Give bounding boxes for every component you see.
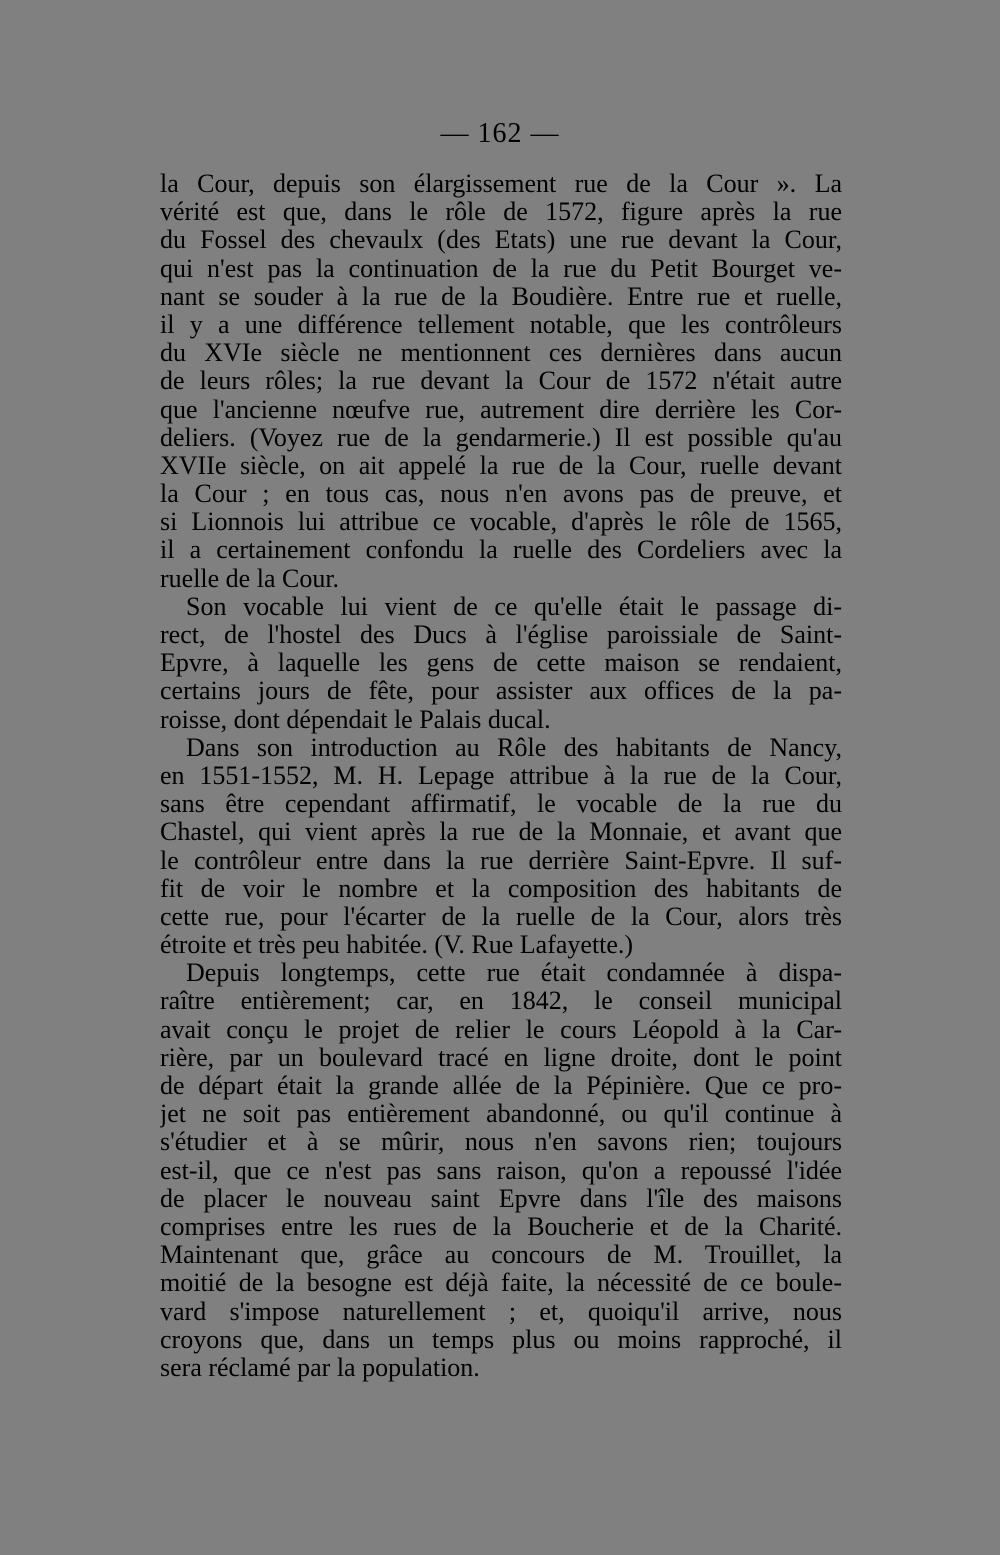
text-line: XVIIe siècle, on ait appelé la rue de la Cour, ruelle devant	[160, 451, 842, 480]
text-line: ruelle de la Cour.	[160, 564, 340, 593]
text-line: du Fossel des chevaulx (des Etats) une rue devant la Cour,	[160, 226, 842, 255]
text-line: de départ était la grande allée de la Pépinière. Que ce pro-	[160, 1072, 842, 1100]
page-number: — 162 —	[440, 118, 560, 149]
text-line: deliers. (Voyez rue de la gendarmerie.) Il est possible qu'au	[160, 423, 842, 452]
text-line: jet ne soit pas entièrement abandonné, ou qu'il continue à	[160, 1100, 842, 1129]
text-line: s'étudier et à se mûrir, nous n'en savons rien; toujours	[160, 1128, 842, 1157]
text-line: la Cour ; en tous cas, nous n'en avons pas de preuve, et	[160, 480, 842, 509]
text-line: fit de voir le nombre et la composition des habitants de	[160, 874, 842, 903]
text-line: Maintenant que, grâce au concours de M. Trouillet, la	[160, 1241, 842, 1270]
text-line: croyons que, dans un temps plus ou moins rapproché, il	[160, 1325, 842, 1354]
text-line: que l'ancienne nœufve rue, autrement dire derrière les Cor-	[160, 395, 842, 424]
text-line: moitié de la besogne est déjà faite, la nécessité de ce boule-	[160, 1269, 842, 1298]
text-line: avait conçu le projet de relier le cours Léopold à la Car-	[160, 1015, 842, 1044]
text-line: étroite et très peu habitée. (V. Rue Lafayette.)	[160, 931, 634, 960]
text-line: sera réclamé par la population.	[160, 1353, 480, 1382]
text-line: si Lionnois lui attribue ce vocable, d'après le rôle de 1565,	[160, 508, 842, 537]
text-line: de placer le nouveau saint Epvre dans l'île des maisons	[160, 1184, 842, 1213]
text-line: Depuis longtemps, cette rue était condamnée à dispa-	[186, 959, 842, 988]
text-line: du XVIe siècle ne mentionnent ces dernières dans aucun	[160, 339, 842, 368]
text-line: certains jours de fête, pour assister aux offices de la pa-	[160, 677, 842, 706]
text-line: Chastel, qui vient après la rue de la Monnaie, et avant que	[160, 818, 842, 847]
text-line: vard s'impose naturellement ; et, quoiqu'il arrive, nous	[160, 1297, 842, 1326]
text-line: nant se souder à la rue de la Boudière. Entre rue et ruelle,	[160, 282, 842, 311]
text-line: il a certainement confondu la ruelle des Cordeliers avec la	[160, 536, 842, 565]
text-line: cette rue, pour l'écarter de la ruelle de la Cour, alors très	[160, 902, 842, 931]
text-line: sans être cependant affirmatif, le vocable de la rue du	[160, 790, 842, 819]
text-line: roisse, dont dépendait le Palais ducal.	[160, 705, 551, 734]
text-line: est-il, que ce n'est pas sans raison, qu'on a repoussé l'idée	[160, 1156, 842, 1185]
text-line: il y a une différence tellement notable, que les contrôleurs	[160, 310, 842, 339]
text-line: la Cour, depuis son élargissement rue de la Cour ». La	[160, 170, 842, 198]
text-line: raître entièrement; car, en 1842, le conseil municipal	[160, 987, 842, 1016]
text-line: vérité est que, dans le rôle de 1572, figure après la rue	[160, 198, 842, 227]
text-line: Dans son introduction au Rôle des habitants de Nancy,	[186, 733, 842, 762]
text-line: en 1551-1552, M. H. Lepage attribue à la rue de la Cour,	[160, 761, 842, 790]
text-line: le contrôleur entre dans la rue derrière Saint-Epvre. Il suf-	[160, 846, 842, 875]
text-line: de leurs rôles; la rue devant la Cour de 1572 n'était autre	[160, 367, 842, 396]
text-line: Epvre, à laquelle les gens de cette maison se rendaient,	[160, 649, 842, 678]
text-line: Son vocable lui vient de ce qu'elle était le passage di-	[186, 592, 842, 621]
text-line: comprises entre les rues de la Boucherie et de la Charité.	[160, 1212, 842, 1241]
body-text	[160, 170, 842, 1382]
text-line: rière, par un boulevard tracé en ligne droite, dont le point	[160, 1043, 842, 1072]
text-line: rect, de l'hostel des Ducs à l'église paroissiale de Saint-	[160, 621, 842, 649]
text-line: qui n'est pas la continuation de la rue du Petit Bourget ve-	[160, 254, 842, 283]
